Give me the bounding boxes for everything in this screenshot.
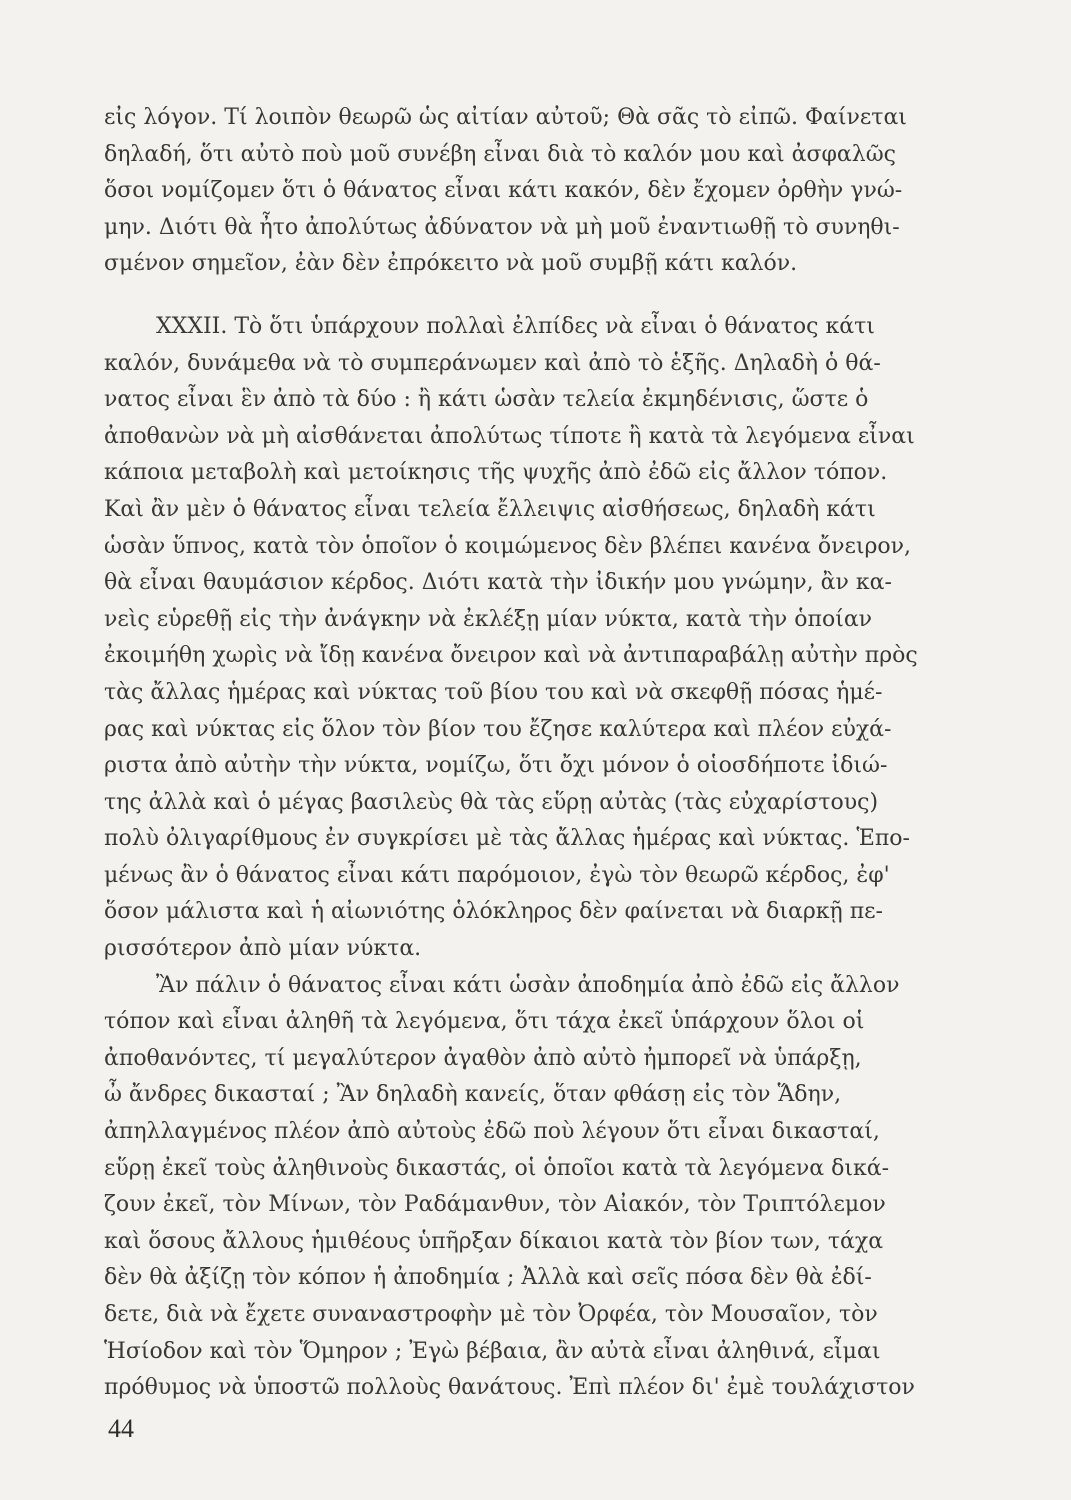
text-line: ἀπηλλαγμένος πλέον ἀπὸ αὐτοὺς ἐδῶ ποὺ λέγουν ὅτι εἶναι δικασταί, bbox=[104, 1119, 880, 1145]
text-line: Ἡσίοδον καὶ τὸν Ὅμηρον ; Ἐγὼ βέβαια, ἂν αὐτὰ εἶναι ἀληθινά, εἶμαι bbox=[104, 1338, 881, 1364]
text-line: ρας καὶ νύκτας εἰς ὅλον τὸν βίον του ἔζησε καλύτερα καὶ πλέον εὐχά- bbox=[104, 716, 892, 742]
text-line: εὕρῃ ἐκεῖ τοὺς ἀληθινοὺς δικαστάς, οἱ ὁποῖοι κατὰ τὰ λεγόμενα δικά- bbox=[104, 1155, 890, 1181]
text-line: ὡσὰν ὕπνος, κατὰ τὸν ὁποῖον ὁ κοιμώμενος δὲν βλέπει κανένα ὄνειρον, bbox=[104, 533, 912, 559]
text-line: της ἀλλὰ καὶ ὁ μέγας βασιλεὺς θὰ τὰς εὕρῃ αὐτὰς (τὰς εὐχαρίστους) bbox=[104, 789, 879, 815]
text-line: εἰς λόγον. Τί λοιπὸν θεωρῶ ὡς αἰτίαν αὐτοῦ; Θὰ σᾶς τὸ εἰπῶ. Φαίνεται bbox=[104, 105, 907, 130]
text-line: ὦ ἄνδρες δικασταί ; Ἂν δηλαδὴ κανείς, ὅταν φθάσῃ εἰς τὸν Ἅδην, bbox=[104, 1082, 842, 1108]
text-line: ὅσον μάλιστα καὶ ἡ αἰωνιότης ὁλόκληρος δὲν φαίνεται νὰ διαρκῇ πε- bbox=[104, 899, 883, 925]
text-line: ἀποθανόντες, τί μεγαλύτερον ἀγαθὸν ἀπὸ αὐτὸ ἠμπορεῖ νὰ ὑπάρξῃ, bbox=[104, 1045, 862, 1071]
text-line: νεὶς εὑρεθῇ εἰς τὴν ἀνάγκην νὰ ἐκλέξῃ μίαν νύκτα, κατὰ τὴν ὁποίαν bbox=[104, 606, 873, 632]
text-line: πολὺ ὀλιγαρίθμους ἐν συγκρίσει μὲ τὰς ἄλλας ἡμέρας καὶ νύκτας. Ἑπο- bbox=[104, 826, 910, 852]
text-line: θὰ εἶναι θαυμάσιον κέρδος. Διότι κατὰ τὴν ἰδικήν μου γνώμην, ἂν κα- bbox=[104, 570, 892, 596]
text-line: ἐκοιμήθη χωρὶς νὰ ἴδῃ κανένα ὄνειρον καὶ νὰ ἀντιπαραβάλῃ αὐτὴν πρὸς bbox=[104, 643, 918, 669]
text-line: καὶ ὅσους ἄλλους ἡμιθέους ὑπῆρξαν δίκαιοι κατὰ τὸν βίον των, τάχα bbox=[104, 1228, 884, 1254]
text-line: ἀποθανὼν νὰ μὴ αἰσθάνεται ἀπολύτως τίποτε ἢ κατὰ τὰ λεγόμενα εἶναι bbox=[104, 423, 915, 449]
paragraph-gap bbox=[104, 283, 964, 309]
text-line: Ἂν πάλιν ὁ θάνατος εἶναι κάτι ὡσὰν ἀποδημία ἀπὸ ἐδῶ εἰς ἄλλον bbox=[156, 972, 900, 998]
text-line: ρισσότερον ἀπὸ μίαν νύκτα. bbox=[104, 936, 422, 962]
text-line: XXXII. Τὸ ὅτι ὑπάρχουν πολλαὶ ἐλπίδες νὰ εἶναι ὁ θάνατος κάτι bbox=[156, 313, 875, 339]
text-line: σμένον σημεῖον, ἐὰν δὲν ἐπρόκειτο νὰ μοῦ συμβῇ κάτι καλόν. bbox=[104, 251, 798, 277]
text-line: τόπον καὶ εἶναι ἀληθῆ τὰ λεγόμενα, ὅτι τάχα ἐκεῖ ὑπάρχουν ὅλοι οἱ bbox=[104, 1009, 865, 1035]
text-line: ριστα ἀπὸ αὐτὴν τὴν νύκτα, νομίζω, ὅτι ὄχι μόνον ὁ οἱοσδήποτε ἰδιώ- bbox=[104, 753, 888, 779]
text-line: Καὶ ἂν μὲν ὁ θάνατος εἶναι τελεία ἔλλειψις αἰσθήσεως, δηλαδὴ κάτι bbox=[104, 496, 876, 522]
text-line: ὅσοι νομίζομεν ὅτι ὁ θάνατος εἶναι κάτι κακόν, δὲν ἔχομεν ὀρθὴν γνώ- bbox=[104, 178, 903, 204]
text-line: δετε, διὰ νὰ ἔχετε συναναστροφὴν μὲ τὸν Ὀρφέα, τὸν Μουσαῖον, τὸν bbox=[104, 1302, 878, 1327]
text-line: κάποια μεταβολὴ καὶ μετοίκησις τῆς ψυχῆς ἀπὸ ἐδῶ εἰς ἄλλον τόπον. bbox=[104, 460, 888, 486]
text-line: καλόν, δυνάμεθα νὰ τὸ συμπεράνωμεν καὶ ἀπὸ τὸ ἑξῆς. Δηλαδὴ ὁ θά- bbox=[104, 350, 881, 376]
text-line: ζουν ἐκεῖ, τὸν Μίνων, τὸν Ραδάμανθυν, τὸν Αἰακόν, τὸν Τριπτόλεμον bbox=[104, 1192, 886, 1218]
text-line: μην. Διότι θὰ ἦτο ἀπολύτως ἀδύνατον νὰ μὴ μοῦ ἐναντιωθῇ τὸ συνηθι- bbox=[104, 214, 900, 240]
text-line: νατος εἶναι ἓν ἀπὸ τὰ δύο : ἢ κάτι ὡσὰν τελεία ἐκμηδένισις, ὥστε ὁ bbox=[104, 387, 869, 413]
text-line: τὰς ἄλλας ἡμέρας καὶ νύκτας τοῦ βίου του καὶ νὰ σκεφθῇ πόσας ἡμέ- bbox=[104, 679, 883, 705]
text-line: δὲν θὰ ἀξίζῃ τὸν κόπον ἡ ἀποδημία ; Ἀλλὰ καὶ σεῖς πόσα δὲν θὰ ἐδί- bbox=[104, 1265, 872, 1291]
text-line: μένως ἂν ὁ θάνατος εἶναι κάτι παρόμοιον, ἐγὼ τὸν θεωρῶ κέρδος, ἐφ' bbox=[104, 862, 890, 888]
text-line: δηλαδή, ὅτι αὐτὸ ποὺ μοῦ συνέβη εἶναι διὰ τὸ καλόν μου καὶ ἀσφαλῶς bbox=[104, 141, 896, 167]
page-number: 44 bbox=[108, 1414, 134, 1443]
text-body bbox=[104, 100, 964, 1407]
text-line: πρόθυμος νὰ ὑποστῶ πολλοὺς θανάτους. Ἐπὶ πλέον δι' ἐμὲ τουλάχιστον bbox=[104, 1375, 915, 1401]
